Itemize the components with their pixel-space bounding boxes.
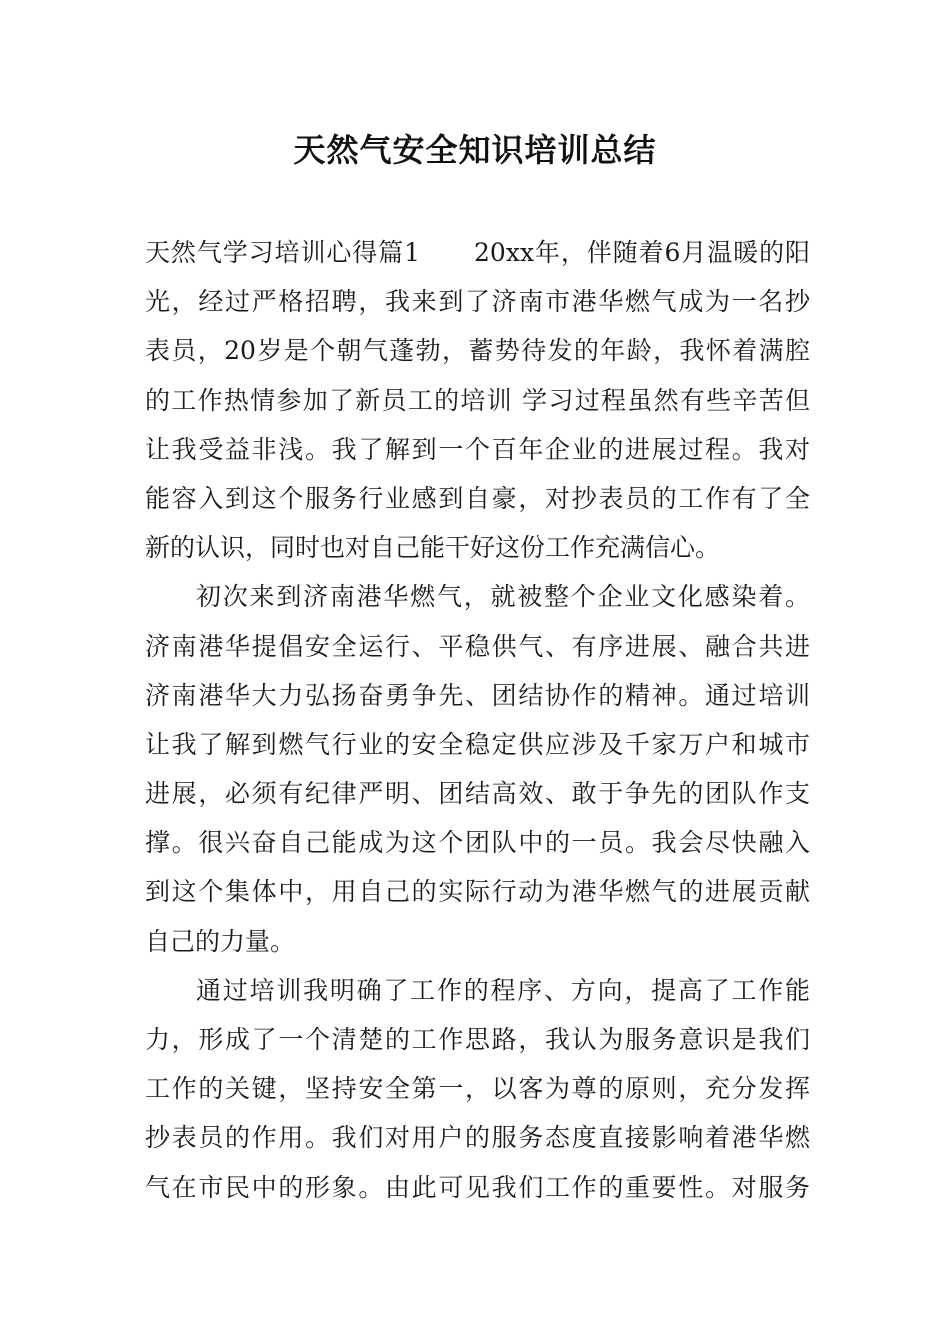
text-line: 济南港华大力弘扬奋勇争先、团结协作的精神。通过培训 — [145, 680, 810, 710]
text-line: 气在市民中的形象。由此可见我们工作的重要性。对服务 — [145, 1172, 810, 1202]
text-line: 进展，必须有纪律严明、团结高效、敢于争先的团队作支 — [145, 779, 810, 809]
section-heading-label: 天然气学习培训心得篇1 — [145, 238, 421, 267]
text-line: 济南港华提倡安全运行、平稳供气、有序进展、融合共进 — [145, 631, 810, 661]
text-line: 表员，20岁是个朝气蓬勃，蓄势待发的年龄，我怀着满腔 — [145, 336, 810, 366]
text-line: 撑。很兴奋自己能成为这个团队中的一员。我会尽快融入 — [145, 828, 810, 858]
text-line: 抄表员的作用。我们对用户的服务态度直接影响着港华燃 — [145, 1123, 810, 1153]
text-line: 让我了解到燃气行业的安全稳定供应涉及千家万户和城市 — [145, 729, 810, 759]
document-body — [145, 228, 810, 1212]
text-line: 工作的关键，坚持安全第一，以客为尊的原则，充分发挥 — [145, 1074, 810, 1104]
text-line: 新的认识，同时也对自己能干好这份工作充满信心。 — [145, 533, 721, 563]
document-title: 天然气安全知识培训总结 — [293, 131, 657, 169]
text-line: 通过培训我明确了工作的程序、方向，提高了工作能 — [196, 975, 810, 1005]
text-line: 初次来到济南港华燃气，就被整个企业文化感染着。 — [196, 582, 810, 612]
text-line: 到这个集体中，用自己的实际行动为港华燃气的进展贡献 — [145, 877, 810, 907]
text-line: 力，形成了一个清楚的工作思路，我认为服务意识是我们 — [145, 1025, 810, 1054]
text-line: 自己的力量。 — [145, 926, 296, 956]
text-line: 的工作热情参加了新员工的培训 学习过程虽然有些辛苦但 — [145, 385, 810, 415]
text-line: 能容入到这个服务行业感到自豪，对抄表员的工作有了全 — [145, 483, 810, 513]
text-line-content: 20xx年，伴随着6月温暖的阳 — [474, 238, 810, 267]
text-line: 光，经过严格招聘，我来到了济南市港华燃气成为一名抄 — [145, 287, 810, 317]
text-line — [145, 228, 810, 277]
text-line: 让我受益非浅。我了解到一个百年企业的进展过程。我对 — [145, 434, 810, 464]
